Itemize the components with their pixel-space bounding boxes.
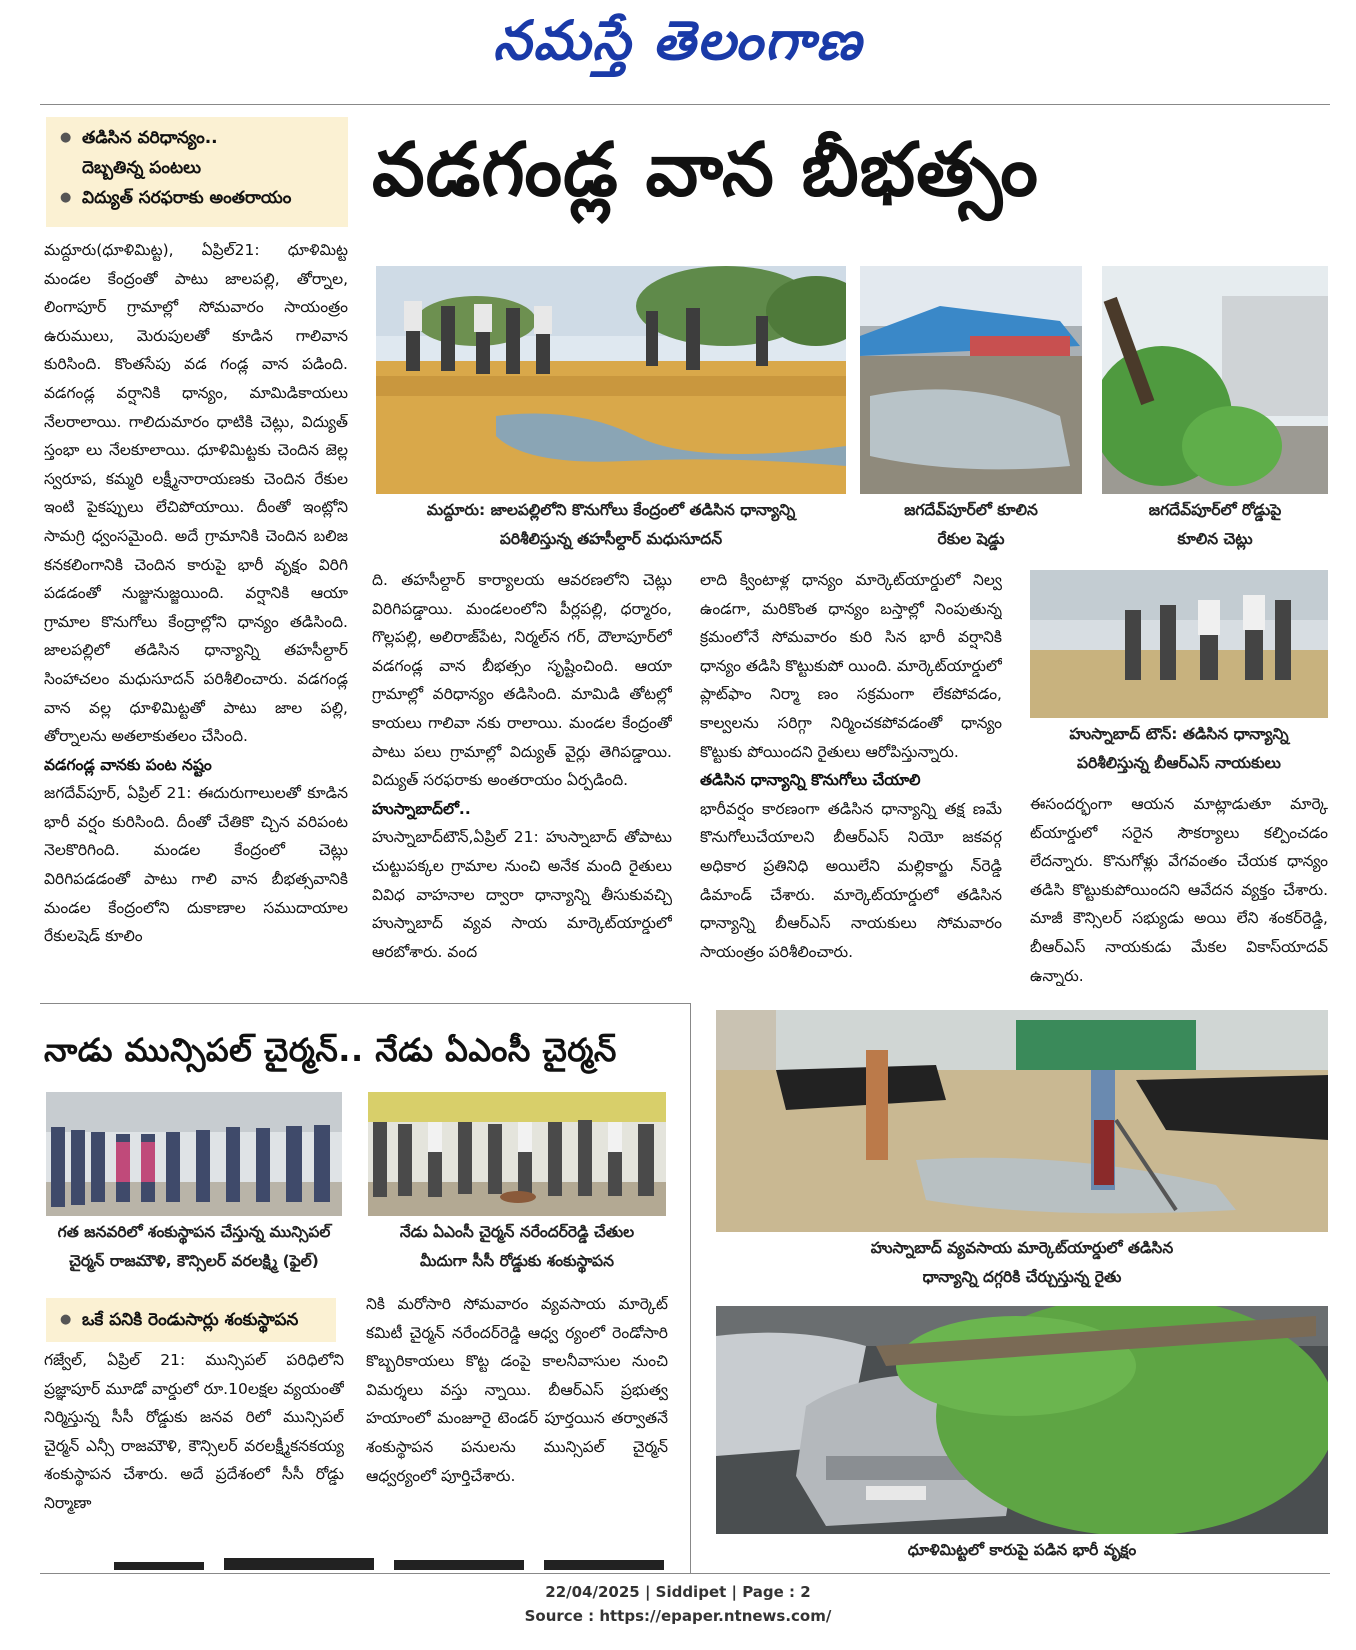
photo-foundation-january [46, 1092, 342, 1216]
caption-photo-6: నేడు ఏఎంసీ చైర్మన్ నరేందర్‌రెడ్డి చేతుల మీదుగా సీసీ రోడ్డుకు శంకుస్థాపన [399, 1223, 635, 1270]
col2-subhead: హుస్నాబాద్‌లో.. [372, 799, 471, 818]
story2-headline: నాడు మున్సిపల్ చైర్మన్.. నేడు ఏఎంసీ చైర్మన్ [44, 1031, 617, 1069]
caption-photo-3: జగదేవ్‌పూర్‌లో రోడ్డుపై కూలిన చెట్లు [1148, 501, 1282, 548]
col3-para-2: భారీవర్షం కారణంగా తడిసిన ధాన్యాన్ని తక్ష ణమే కొనుగోలుచేయాలని బీఆర్‌ఎస్ నియో జకవర్గ అధికార ప్రతినిధి అయిలేని మల్లికార్జు న్‌రెడ్డి డిమాండ్ చేశారు. మార్కెట్‌యార్డులో తడిసిన ధాన్యాన్ని బీఆర్‌ఎస్ నాయకులు సోమవారం సాయంత్రం పరిశీలించారు. [700, 799, 1002, 961]
caption-photo-2: జగదేవ్‌పూర్‌లో కూలిన రేకుల షెడ్డు [904, 501, 1038, 548]
photo-car-under-tree [716, 1306, 1328, 1534]
story2-column-b: నికి మరోసారి సోమవారం వ్యవసాయ మార్కెట్ కమిటీ చైర్మన్ నరేందర్‌రెడ్డి ఆధ్వ ర్యంలో రెండోసారి కొబ్బరికాయలు కొట్ట డంపై కాలనీవాసుల నుంచి విమర్శలు వస్తు న్నాయి. బీఆర్‌ఎస్ ప్రభుత్వ హయాంలో మంజూరై టెండర్ పూర్తయిన తర్వాతనే శంకుస్థాపన పనులను మున్సిపల్ చైర్మన్ ఆధ్వర్యంలో పూర్తిచేశారు. [366, 1295, 668, 1485]
masthead-title: నమస్తే తెలంగాణ [493, 8, 863, 72]
col2-para-1: ది. తహసీల్దార్ కార్యాలయ ఆవరణలోని చెట్లు విరిగిపడ్డాయి. మండలంలోని పీర్లపల్లి, ధర్మారం, గొల్లపల్లి, అలిరాజ్‌పేట, నిర్మల్‌న గర్, దౌలాపూర్‌లో వడగండ్ల వాన బీభత్సం సృష్టించింది. ఆయా గ్రామాల్లో వరిధాన్యం తడిసింది. మామిడి తోటల్లో కాయలు గాలివా నకు రాలాయి. మండల కేంద్రంతో పాటు పలు గ్రామాల్లో విద్యుత్ వైర్లు తెగిపడ్డాయి. విద్యుత్ సరఫరాకు అంతరాయం ఏర్పడింది. [372, 571, 672, 790]
bottom-rule [40, 1573, 1330, 1574]
col3-subhead: తడిసిన ధాన్యాన్ని కొనుగోలు చేయాలి [700, 771, 921, 790]
caption-photo-7: హుస్నాబాద్ వ్యవసాయ మార్కెట్‌యార్డులో తడిసిన ధాన్యాన్ని దగ్గరికి చేర్చుస్తున్న రైతు [870, 1239, 1174, 1286]
photo-collapsed-shed [860, 266, 1082, 494]
article-column-1 [44, 236, 348, 986]
caption-photo-4: హుస్నాబాద్ టౌన్: తడిసిన ధాన్యాన్ని పరిశీలిస్తున్న బీఆర్‌ఎస్ నాయకులు [1069, 725, 1289, 772]
footer-source: Source : https://epaper.ntnews.com/ [524, 1607, 832, 1625]
photo-grain-inspection [376, 266, 846, 494]
article-column-2 [372, 566, 672, 986]
col3-para-1: లాది క్వింటాళ్ల ధాన్యం మార్కెట్‌యార్డులో నిల్వ ఉండగా, మరికొంత ధాన్యం బస్తాల్లో నింపుతున్న క్రమంలోనే సోమవారం కురి సిన భారీ వర్షానికి ధాన్యం తడిసి కొట్టుకుపో యింది. మార్కెట్‌యార్డులో ప్లాట్‌ఫాం నిర్మా ణం సక్రమంగా లేకపోవడం, కాల్వలను సరిగ్గా నిర్మించకపోవడంతో ధాన్యం కొట్టుకు పోయిందని రైతులు ఆరోపిస్తున్నారు. [700, 571, 1002, 761]
story2-column-a: గజ్వేల్, ఏప్రిల్ 21: మున్సిపల్ పరిధిలోని ప్రజ్ఞాపూర్ మూడో వార్డులో రూ.10లక్షల వ్యయంతో నిర్మిస్తున్న సీసీ రోడ్డుకు జనవ రిలో మున్సిపల్ చైర్మన్ ఎన్సీ రాజమౌళి, కౌన్సిలర్ వరలక్ష్మీకనకయ్య శంకుస్థాపన చేశారు. అదే ప్రదేశంలో సీసీ రోడ్డు నిర్మాణా [44, 1351, 344, 1512]
photo-brs-leaders [1030, 570, 1328, 718]
photo-amc-foundation [368, 1092, 666, 1216]
story-divider [40, 1003, 690, 1004]
highlight-1: ● తడిసిన వరిధాన్యం.. [46, 123, 348, 153]
photo-fallen-trees [1102, 266, 1328, 494]
page-footer [0, 1580, 1356, 1628]
main-headline: వడగండ్ల వాన బీభత్సం [372, 127, 1039, 213]
col4-para-1: ఈసందర్భంగా ఆయన మాట్లాడుతూ మార్కె ట్‌యార్డులో సరైన సౌకర్యాలు కల్పించడం లేదన్నారు. కొనుగోళ్లు వేగవంతం చేయక ధాన్యం తడిసి కొట్టుకుపోయిందని ఆవేదన వ్యక్తం చేశారు. మాజీ కౌన్సిలర్ సభ్యుడు అయి లేని శంకర్‌రెడ్డి, బీఆర్‌ఎస్ నాయకుడు మేకల వికాస్‌యాదవ్ ఉన్నారు. [1030, 795, 1328, 985]
story2-subhead: ● ఒకే పనికి రెండుసార్లు శంకుస్థాపన [46, 1298, 336, 1342]
col1-para-1: మద్దూరు(ధూళిమిట్ట), ఏప్రిల్21: ధూళిమిట్ట మండల కేంద్రంతో పాటు జాలపల్లి, తోర్నాల, లింగాపూర్ గ్రామాల్లో సోమవారం సాయంత్రం ఉరుములు, మెరుపులతో కూడిన గాలివాన కురిసింది. కొంతసేపు వడ గండ్ల వాన పడింది. వడగండ్ల వర్షానికి ధాన్యం, మామిడికాయలు నేలరాలాయి. గాలిదుమారం ధాటికి చెట్లు, విద్యుత్ స్తంభా లు నేలకూలాయి. ధూళిమిట్టకు చెందిన జెల్ల స్వరూప, కమ్మరి లక్ష్మీనారాయణకు చెందిన రేకుల ఇంటి పైకప్పులు లేచిపోయాయి. దీంతో ఇంట్లోని సామగ్రి ధ్వంసమైంది. అదే గ్రామానికి చెందిన బలిజ కనకలింగానికి చెందిన కారుపై భారీ వృక్షం విరిగి పడడంతో నుజ్జునుజ్జయింది. వర్షానికి ఆయా గ్రామాల కొనుగోలు కేంద్రాల్లోని ధాన్యం తడిసింది. జాలపల్లిలో తడిసిన ధాన్యాన్ని తహసీల్దార్ సింహాచలం మధుసూదన్ పరిశీలించారు. వడగండ్ల వాన వల్ల ధూళిమిట్టతో పాటు జాల పల్లి, తోర్నాలను అతలాకుతలం చేసింది. [44, 241, 348, 746]
photo-farmer-market-yard [716, 1010, 1328, 1232]
caption-photo-5: గత జనవరిలో శంకుస్థాపన చేస్తున్న మున్సిపల్ చైర్మన్ రాజమౌళి, కౌన్సిలర్ వరలక్ష్మి (ఫైల్) [57, 1223, 331, 1270]
col1-subhead: వడగండ్ల వానకు పంట నష్టం [44, 755, 212, 774]
story2-divider-v [690, 1003, 691, 1573]
col1-para-2: జగదేవ్‌పూర్, ఏప్రిల్ 21: ఈదురుగాలులతో కూడిన భారీ వర్షం కురిసింది. దీంతో చేతికొ చ్చిన వరిపంట నెలకొరిగింది. మండల కేంద్రంలో చెట్లు విరిగిపడడంతో పాటు గాలి వాన బీభత్సవానికి మండల కేంద్రంలోని దుకాణాల సముదాయాల రేకులషెడ్ కూలిం [44, 784, 348, 946]
footer-date-page: 22/04/2025 | Siddipet | Page : 2 [545, 1583, 811, 1601]
highlight-3: ● విద్యుత్ సరఫరాకు అంతరాయం [46, 183, 348, 213]
col2-para-2: హుస్నాబాద్‌టౌన్,ఏప్రిల్ 21: హుస్నాబాద్ తోపాటు చుట్టుపక్కల గ్రామాల నుంచి అనేక మంది రైతులు వివిధ వాహనాల ద్వారా ధాన్యాన్ని తీసుకువచ్చి హుస్నాబాద్ వ్యవ సాయ మార్కెట్‌యార్డులో ఆరబోశారు. వంద [372, 828, 672, 961]
top-rule [40, 104, 1330, 105]
highlight-2: దెబ్బతిన్న పంటలు [82, 158, 202, 178]
article-column-4 [1030, 790, 1328, 986]
caption-photo-8: ధూళిమిట్టలో కారుపై పడిన భారీ వృక్షం [907, 1541, 1137, 1559]
article-column-3 [700, 566, 1002, 986]
highlights-box [46, 117, 348, 227]
cutoff-next-headline [44, 1556, 694, 1570]
caption-photo-1: మద్దూరు: జాలపల్లిలోని కొనుగోలు కేంద్రంలో తడిసిన ధాన్యాన్ని పరిశీలిస్తున్న తహసీల్దార్ మధుసూదన్ [426, 501, 796, 548]
